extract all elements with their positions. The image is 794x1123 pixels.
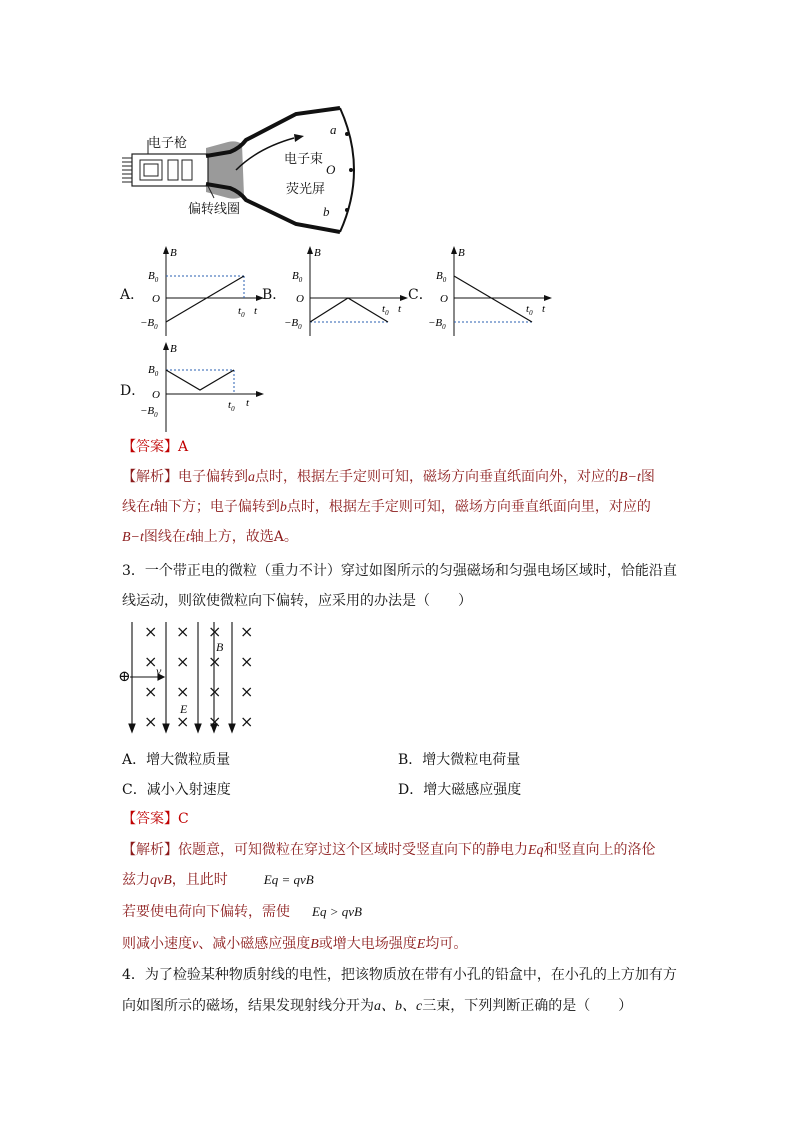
q2-explanation-line-2 (122, 497, 651, 518)
q3-e-label: E (180, 702, 188, 716)
q3-cross: × (240, 712, 254, 731)
q3-cross: × (144, 622, 158, 641)
graph-d-t-axis: t (246, 397, 250, 409)
q2-exp-text: 轴上方，故选 (189, 529, 274, 545)
graph-c-t-axis: t (542, 303, 546, 315)
q3-cross: × (144, 682, 158, 701)
q3-explanation-line-2 (122, 870, 314, 891)
q3-answer-tag: 【答案】 (122, 811, 178, 827)
q3-plus-charge: ⊕ (118, 667, 131, 685)
graph-d-origin: O (152, 389, 160, 401)
q2-explanation-line-3 (122, 527, 298, 548)
graph-a-neg-b0: $-B_0$ (140, 317, 158, 331)
q4-stem-line-1: 4．为了检验某种物质射线的电性，把该物质放在带有小孔的铅盒中，在小孔的上方加有方 (122, 967, 677, 983)
q4-stem-text: 向如图所示的磁场，结果发现射线分开为 (122, 998, 374, 1014)
q2-exp-point-b: b (279, 500, 287, 515)
graph-b-t0: $t_0$ (382, 303, 389, 317)
graph-a-b-axis: B (170, 247, 177, 259)
q3-exp-inequality: Eq > qvB (312, 904, 362, 919)
q3-exp-text: 则减小速度 (122, 936, 192, 952)
q3-v-label: v (156, 664, 162, 678)
q3-cross: × (240, 682, 254, 701)
q2-exp-text: 。 (283, 529, 298, 545)
q3-exp-b: B (310, 937, 319, 952)
q3-cross: × (208, 682, 222, 701)
q3-b-label: B (216, 640, 224, 654)
q2-explanation-line-1 (122, 467, 655, 488)
q2-exp-bt: B−t (122, 530, 144, 545)
q3-cross: × (208, 652, 222, 671)
q3-cross: × (176, 652, 190, 671)
graph-a-b0: $B_0$ (148, 270, 159, 284)
label-point-b: b (323, 204, 330, 219)
q3-exp-qvb: qvB (150, 873, 172, 888)
q2-answer-tag: 【答案】 (122, 439, 178, 455)
q3-cross: × (208, 712, 222, 731)
q2-exp-t: t (185, 530, 190, 545)
label-point-a: a (330, 122, 337, 137)
q2-exp-text: 点时，根据左手定则可知，磁场方向垂直纸面向外，对应的 (255, 469, 619, 485)
q2-exp-text: 线在 (122, 499, 150, 515)
q2-exp-t: t (150, 500, 154, 515)
graph-c-neg-b0: $-B_0$ (428, 317, 446, 331)
graph-a-origin: O (152, 293, 160, 305)
q3-answer-line (122, 809, 189, 829)
option-c-label: C． (408, 287, 433, 303)
graph-c (428, 246, 554, 338)
q3-cross: × (208, 622, 222, 641)
q3-cross: × (240, 622, 254, 641)
graph-a-t0: $t_0$ (238, 305, 245, 319)
graph-a-t-axis: t (254, 305, 258, 317)
q3-exp-text: 若要使电荷向下偏转，需使 (122, 904, 290, 920)
q4-stem-line-2 (122, 996, 632, 1017)
q3-option-d: D．增大磁感应强度 (398, 782, 522, 798)
q3-explanation-line-1 (122, 840, 656, 861)
crt-tube-drawing (118, 100, 378, 240)
q3-exp-text: 兹力 (122, 872, 150, 888)
q3-exp-v: v (192, 937, 199, 952)
q3-option-c: C．减小入射速度 (122, 782, 231, 798)
q3-exp-e: E (416, 937, 426, 952)
q3-exp-text: ，且此时 (171, 872, 228, 888)
label-electron-gun: 电子枪 (148, 136, 188, 151)
label-electron-beam: 电子束 (284, 152, 324, 167)
graph-d-b-axis: B (170, 343, 177, 355)
graph-d-neg-b0: $-B_0$ (140, 405, 158, 419)
label-point-o: O (326, 162, 336, 177)
q3-cross: × (176, 712, 190, 731)
q3-exp-tag: 【解析】 (122, 842, 178, 858)
graph-a (140, 246, 266, 338)
graph-b-origin: O (296, 293, 304, 305)
graph-d-t0: $t_0$ (228, 399, 235, 413)
q2-exp-text: 轴下方；电子偏转到 (153, 499, 280, 515)
q3-stem-line-1: 3．一个带正电的微粒（重力不计）穿过如图所示的匀强磁场和匀强电场区域时，恰能沿直 (122, 563, 677, 579)
q2-exp-text: 电子偏转到 (178, 469, 248, 485)
q3-exp-text: 、减小磁感应强度 (198, 936, 311, 952)
option-b-label: B． (262, 287, 287, 303)
q3-exp-eq: Eq (528, 843, 544, 858)
graph-c-t0: $t_0$ (526, 303, 533, 317)
q3-exp-text: 均可。 (425, 936, 468, 952)
q3-cross: × (240, 652, 254, 671)
q3-explanation-line-3 (122, 902, 362, 922)
graph-b-t-axis: t (398, 303, 402, 315)
q3-exp-equation: Eq = qvB (263, 872, 314, 887)
q2-exp-bt: B−t (619, 470, 641, 485)
label-deflection-coil: 偏转线圈 (188, 202, 241, 217)
option-d-label: D． (120, 383, 146, 399)
label-screen: 荧光屏 (286, 182, 326, 197)
q2-exp-text: 图 (640, 469, 655, 485)
q3-exp-text: 或增大电场强度 (318, 936, 417, 952)
q3-option-b: B．增大微粒电荷量 (398, 752, 521, 768)
graph-b-b0: $B_0$ (292, 270, 303, 284)
q2-answer-line (122, 437, 188, 457)
q3-option-a: A．增大微粒质量 (122, 752, 231, 768)
q2-exp-point: a (248, 470, 255, 485)
q3-cross: × (176, 622, 190, 641)
gun-body-shape (132, 154, 208, 186)
q3-explanation-line-4 (122, 934, 467, 955)
option-a-label: A． (120, 287, 145, 303)
q3-stem-line-2: 线运动，则欲使微粒向下偏转，应采用的办法是（ ） (122, 593, 472, 609)
graph-c-b-axis: B (458, 247, 465, 259)
q2-exp-text: 点时，根据左手定则可知，磁场方向垂直纸面向里，对应的 (286, 499, 651, 515)
q3-exp-text: 依题意，可知微粒在穿过这个区域时受竖直向下的静电力 (178, 842, 528, 858)
q3-exp-text: 和竖直向上的洛伦 (543, 842, 656, 858)
graph-b (284, 246, 410, 338)
q4-stem-abc: a、b、c (374, 999, 423, 1014)
graph-b-b-axis: B (314, 247, 321, 259)
graph-d (140, 342, 266, 434)
graph-b-neg-b0: $-B_0$ (284, 317, 302, 331)
q3-cross: × (144, 712, 158, 731)
q3-cross: × (144, 652, 158, 671)
q4-stem-text: 三束，下列判断正确的是（ ） (422, 998, 633, 1014)
q3-cross: × (176, 682, 190, 701)
graph-c-b0: $B_0$ (436, 270, 447, 284)
graph-c-origin: O (440, 293, 448, 305)
q2-exp-ans: A (273, 529, 284, 545)
crt-tube-figure (118, 100, 378, 240)
graph-d-b0: $B_0$ (148, 364, 159, 378)
q3-answer-value: C (178, 811, 189, 827)
q2-exp-tag: 【解析】 (122, 469, 178, 485)
q2-exp-text: 图线在 (143, 529, 186, 545)
q3-field-figure (116, 620, 266, 735)
q2-answer-value: A (178, 439, 189, 455)
